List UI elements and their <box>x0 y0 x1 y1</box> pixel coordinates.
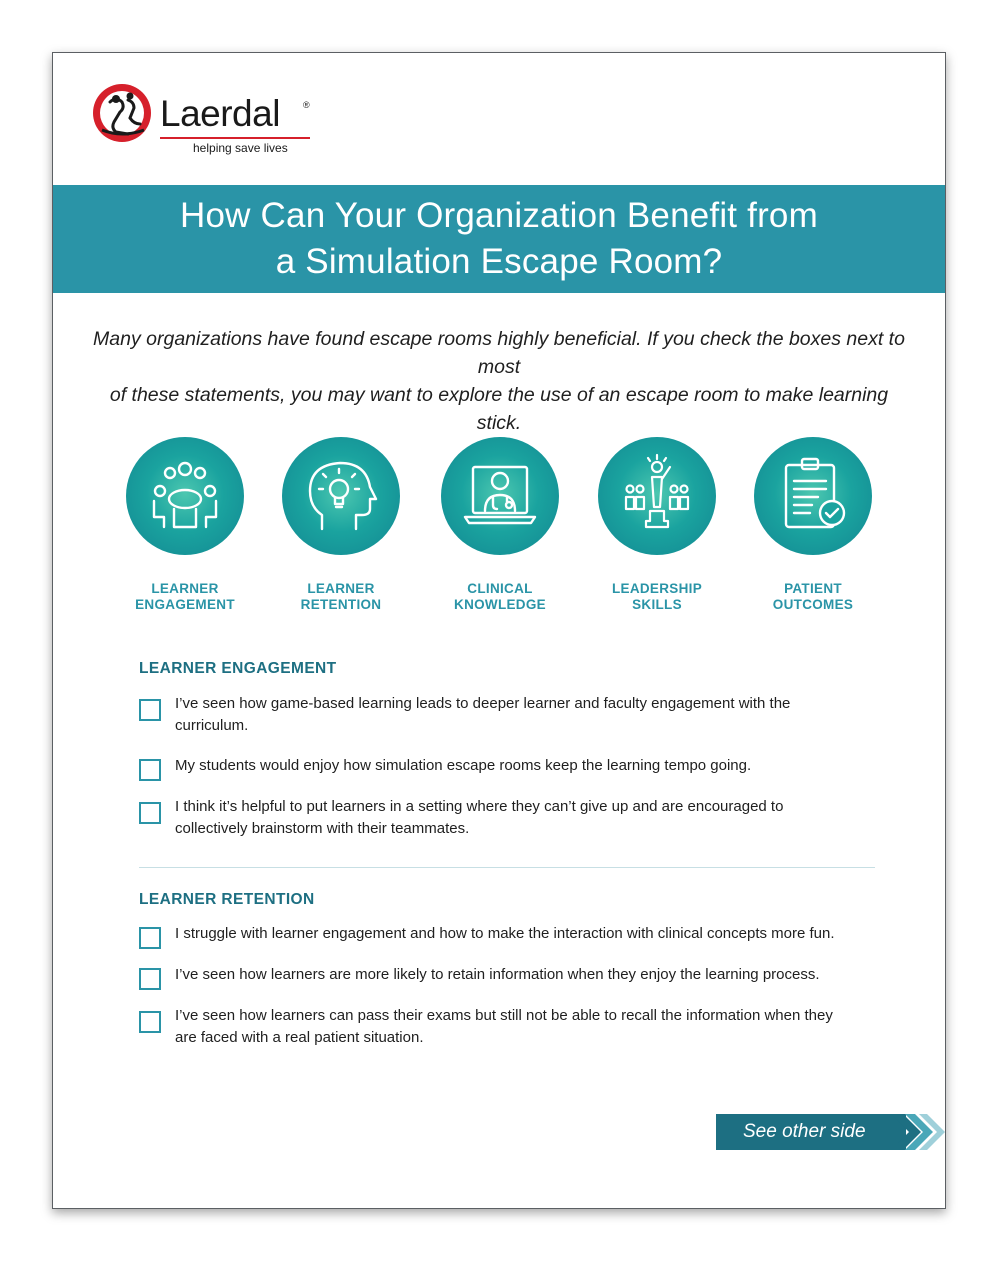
benefit-label: LEADERSHIP SKILLS <box>611 581 702 612</box>
head-lightbulb-icon <box>296 451 386 541</box>
benefit-learner-retention <box>261 437 421 613</box>
section-divider <box>139 867 875 868</box>
checklist-item-text: I’ve seen how learners are more likely to retain information when they enjoy the learning process. <box>175 966 820 983</box>
logo-underline <box>160 137 310 139</box>
page-title-line-1: How Can Your Organization Benefit from <box>180 196 818 235</box>
logo-wordmark: Laerdal <box>160 93 280 134</box>
checkbox[interactable] <box>139 1011 161 1033</box>
benefit-label: CLINICAL KNOWLEDGE <box>454 581 546 612</box>
checklist-item-text: My students would enjoy how simulation escape rooms keep the learning tempo going. <box>175 757 752 774</box>
checklist-item-text: I struggle with learner engagement and how to make the interaction with clinical concepts more fun. <box>175 925 835 942</box>
benefit-clinical-knowledge <box>420 437 580 613</box>
flyer-page <box>52 52 946 1209</box>
benefit-learner-engagement <box>105 437 265 613</box>
leader-podium-icon <box>612 451 702 541</box>
checkbox[interactable] <box>139 927 161 949</box>
intro-paragraph <box>93 325 905 437</box>
section-heading-learner-engagement: LEARNER ENGAGEMENT <box>139 660 337 677</box>
laerdal-emblem-icon <box>88 82 158 144</box>
benefit-leadership-skills <box>577 437 737 613</box>
checklist-item-text: I’ve seen how game-based learning leads to deeper learner and faculty engagement with the curriculum. <box>175 695 791 734</box>
benefit-label: LEARNER RETENTION <box>300 581 382 612</box>
section-heading-learner-retention: LEARNER RETENTION <box>139 891 315 908</box>
see-other-side-label: See other side <box>716 1114 906 1150</box>
doctor-laptop-icon <box>455 451 545 541</box>
checkbox[interactable] <box>139 802 161 824</box>
checkbox[interactable] <box>139 699 161 721</box>
intro-line-2: of these statements, you may want to explore the use of an escape room to make learning stick. <box>109 384 889 434</box>
laerdal-logo <box>88 80 310 160</box>
checkbox[interactable] <box>139 968 161 990</box>
checklist-item-text: I’ve seen how learners can pass their exams but still not be able to recall the information when they are faced with a real patient situation. <box>175 1007 833 1046</box>
benefit-label: LEARNER ENGAGEMENT <box>135 581 235 612</box>
team-meeting-icon <box>140 451 230 541</box>
checkbox[interactable] <box>139 759 161 781</box>
logo-tagline: helping save lives <box>193 141 288 155</box>
title-banner <box>53 185 945 293</box>
page-title-line-2: a Simulation Escape Room? <box>275 242 723 281</box>
checklist-item-text: I think it’s helpful to put learners in a setting where they can’t give up and are encouraged to collectively brainstorm with their teammates. <box>175 798 784 837</box>
benefit-patient-outcomes <box>733 437 893 613</box>
intro-line-1: Many organizations have found escape rooms highly beneficial. If you check the boxes next to most <box>93 328 905 378</box>
registered-mark: ® <box>303 100 310 110</box>
benefit-label: PATIENT OUTCOMES <box>772 581 854 612</box>
clipboard-check-icon <box>768 451 858 541</box>
chevron-right-icon <box>891 1114 947 1150</box>
